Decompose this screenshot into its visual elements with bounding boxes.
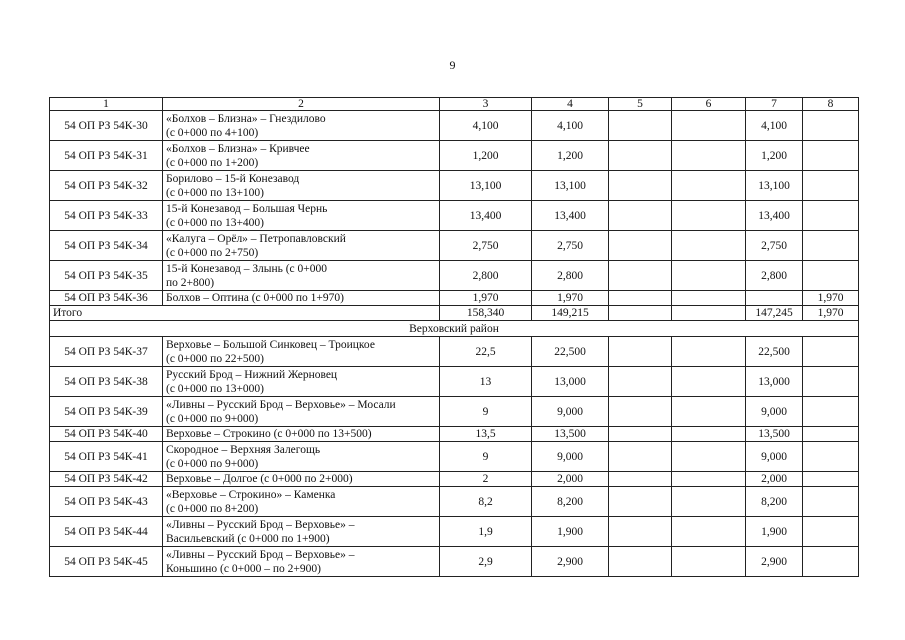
value-col4: 13,400 (532, 201, 609, 231)
road-name-line1: «Ливны – Русский Брод – Верховье» – (166, 518, 355, 531)
value-col7: 4,100 (746, 111, 803, 141)
value-col6 (672, 337, 746, 367)
road-code: 54 ОП РЗ 54К-33 (50, 201, 163, 231)
road-name-line2: (с 0+000 по 9+000) (166, 412, 259, 425)
col-header: 3 (440, 98, 532, 111)
value-col3: 4,100 (440, 111, 532, 141)
section-title: Верховский район (50, 321, 859, 337)
road-name-line2: (с 0+000 по 1+200) (166, 156, 259, 169)
value-col4: 2,750 (532, 231, 609, 261)
value-col7: 13,100 (746, 171, 803, 201)
road-name (163, 442, 440, 472)
road-name-line1: «Ливны – Русский Брод – Верховье» – Мосали (166, 398, 396, 411)
road-name-line2: Коньшино (с 0+000 – по 2+900) (166, 562, 321, 575)
road-name-line1: Борилово – 15-й Конезавод (166, 172, 300, 185)
road-code: 54 ОП РЗ 54К-42 (50, 472, 163, 487)
header-row (50, 98, 859, 111)
value-col7: 9,000 (746, 397, 803, 427)
value-col6 (672, 517, 746, 547)
value-col6 (672, 367, 746, 397)
value-col6 (672, 201, 746, 231)
road-name-line2: Васильевский (с 0+000 по 1+900) (166, 532, 330, 545)
road-code: 54 ОП РЗ 54К-36 (50, 291, 163, 306)
value-col4: 8,200 (532, 487, 609, 517)
value-col5 (609, 397, 672, 427)
value-col5 (609, 337, 672, 367)
table-row (50, 472, 859, 487)
table-row (50, 231, 859, 261)
total-col4: 149,215 (532, 306, 609, 321)
road-code: 54 ОП РЗ 54К-43 (50, 487, 163, 517)
road-name-line2: по 2+800) (166, 276, 215, 289)
col-header: 2 (163, 98, 440, 111)
value-col8 (803, 427, 859, 442)
road-name-line2: (с 0+000 по 2+750) (166, 246, 259, 259)
value-col8: 1,970 (803, 291, 859, 306)
value-col6 (672, 231, 746, 261)
value-col4: 2,000 (532, 472, 609, 487)
value-col4: 2,900 (532, 547, 609, 577)
value-col4: 13,000 (532, 367, 609, 397)
value-col8 (803, 517, 859, 547)
value-col6 (672, 427, 746, 442)
value-col8 (803, 397, 859, 427)
value-col8 (803, 337, 859, 367)
value-col8 (803, 547, 859, 577)
table-row (50, 111, 859, 141)
road-code: 54 ОП РЗ 54К-37 (50, 337, 163, 367)
road-name (163, 171, 440, 201)
road-code: 54 ОП РЗ 54К-35 (50, 261, 163, 291)
value-col8 (803, 261, 859, 291)
value-col4: 1,970 (532, 291, 609, 306)
value-col5 (609, 261, 672, 291)
value-col7: 13,400 (746, 201, 803, 231)
col-header: 7 (746, 98, 803, 111)
value-col7: 1,200 (746, 141, 803, 171)
road-name-line2: (с 0+000 по 22+500) (166, 352, 265, 365)
road-code: 54 ОП РЗ 54К-44 (50, 517, 163, 547)
road-code: 54 ОП РЗ 54К-31 (50, 141, 163, 171)
road-name-line1: «Верховье – Строкино» – Каменка (166, 488, 336, 501)
value-col7: 13,000 (746, 367, 803, 397)
road-name (163, 547, 440, 577)
col-header: 4 (532, 98, 609, 111)
value-col8 (803, 141, 859, 171)
road-name-line1: «Болхов – Близна» – Кривчее (166, 142, 310, 155)
roads-table (49, 97, 859, 577)
road-code: 54 ОП РЗ 54К-45 (50, 547, 163, 577)
value-col7: 1,900 (746, 517, 803, 547)
table-row (50, 291, 859, 306)
table-row (50, 367, 859, 397)
total-label: Итого (50, 306, 440, 321)
road-name-line1: «Ливны – Русский Брод – Верховье» – (166, 548, 355, 561)
value-col5 (609, 517, 672, 547)
road-name-line2: (с 0+000 по 13+400) (166, 216, 265, 229)
total-row (50, 306, 859, 321)
page-number: 9 (449, 58, 456, 72)
total-col7: 147,245 (746, 306, 803, 321)
value-col7: 2,900 (746, 547, 803, 577)
value-col3: 9 (440, 397, 532, 427)
value-col7: 9,000 (746, 442, 803, 472)
road-name-line2: (с 0+000 по 13+100) (166, 186, 265, 199)
value-col3: 22,5 (440, 337, 532, 367)
value-col5 (609, 291, 672, 306)
road-name-line1: Русский Брод – Нижний Жерновец (166, 368, 338, 381)
value-col4: 13,100 (532, 171, 609, 201)
value-col5 (609, 367, 672, 397)
value-col4: 4,100 (532, 111, 609, 141)
value-col7: 2,750 (746, 231, 803, 261)
value-col7: 8,200 (746, 487, 803, 517)
value-col8 (803, 231, 859, 261)
value-col7 (746, 291, 803, 306)
value-col3: 1,200 (440, 141, 532, 171)
road-name (163, 111, 440, 141)
value-col5 (609, 487, 672, 517)
col-header: 1 (50, 98, 163, 111)
value-col6 (672, 141, 746, 171)
road-code: 54 ОП РЗ 54К-39 (50, 397, 163, 427)
value-col3: 8,2 (440, 487, 532, 517)
road-code: 54 ОП РЗ 54К-38 (50, 367, 163, 397)
value-col3: 13,5 (440, 427, 532, 442)
value-col4: 9,000 (532, 442, 609, 472)
value-col4: 22,500 (532, 337, 609, 367)
road-code: 54 ОП РЗ 54К-34 (50, 231, 163, 261)
road-name-line2: (с 0+000 по 13+000) (166, 382, 265, 395)
col-header: 8 (803, 98, 859, 111)
road-name-line1: «Болхов – Близна» – Гнездилово (166, 112, 326, 125)
value-col4: 2,800 (532, 261, 609, 291)
road-name-line2: (с 0+000 по 4+100) (166, 126, 259, 139)
road-name (163, 397, 440, 427)
road-name (163, 367, 440, 397)
value-col5 (609, 231, 672, 261)
value-col6 (672, 171, 746, 201)
value-col6 (672, 291, 746, 306)
road-name (163, 141, 440, 171)
total-col8: 1,970 (803, 306, 859, 321)
road-name (163, 231, 440, 261)
value-col7: 2,800 (746, 261, 803, 291)
value-col5 (609, 472, 672, 487)
value-col8 (803, 201, 859, 231)
value-col8 (803, 472, 859, 487)
value-col6 (672, 547, 746, 577)
road-name-line1: Верховье – Большой Синковец – Троицкое (166, 338, 375, 351)
road-name-line1: «Калуга – Орёл» – Петропавловский (166, 232, 346, 245)
value-col5 (609, 171, 672, 201)
value-col5 (609, 442, 672, 472)
value-col6 (672, 472, 746, 487)
value-col3: 13,100 (440, 171, 532, 201)
road-code: 54 ОП РЗ 54К-32 (50, 171, 163, 201)
value-col6 (672, 111, 746, 141)
table-row (50, 171, 859, 201)
col-header: 5 (609, 98, 672, 111)
value-col3: 2,9 (440, 547, 532, 577)
value-col6 (672, 261, 746, 291)
table-row (50, 487, 859, 517)
table-row (50, 201, 859, 231)
road-name: Болхов – Оптина (с 0+000 по 1+970) (163, 291, 440, 306)
value-col8 (803, 367, 859, 397)
value-col8 (803, 487, 859, 517)
total-col6 (672, 306, 746, 321)
value-col8 (803, 442, 859, 472)
road-name: Верховье – Строкино (с 0+000 по 13+500) (163, 427, 440, 442)
value-col7: 22,500 (746, 337, 803, 367)
value-col3: 13 (440, 367, 532, 397)
value-col4: 9,000 (532, 397, 609, 427)
road-name (163, 517, 440, 547)
table-row (50, 517, 859, 547)
road-code: 54 ОП РЗ 54К-41 (50, 442, 163, 472)
road-name (163, 487, 440, 517)
road-name-line2: (с 0+000 по 8+200) (166, 502, 259, 515)
value-col7: 13,500 (746, 427, 803, 442)
value-col3: 2,800 (440, 261, 532, 291)
col-header: 6 (672, 98, 746, 111)
table-row (50, 397, 859, 427)
value-col3: 1,9 (440, 517, 532, 547)
road-name-line1: 15-й Конезавод – Большая Чернь (166, 202, 328, 215)
value-col4: 1,200 (532, 141, 609, 171)
road-name-line1: Скородное – Верхняя Залегощь (166, 443, 321, 456)
road-code: 54 ОП РЗ 54К-30 (50, 111, 163, 141)
value-col5 (609, 547, 672, 577)
value-col7: 2,000 (746, 472, 803, 487)
value-col5 (609, 111, 672, 141)
table-row (50, 427, 859, 442)
total-col3: 158,340 (440, 306, 532, 321)
value-col8 (803, 111, 859, 141)
road-name-line2: (с 0+000 по 9+000) (166, 457, 259, 470)
value-col3: 2 (440, 472, 532, 487)
table-row (50, 141, 859, 171)
road-code: 54 ОП РЗ 54К-40 (50, 427, 163, 442)
value-col6 (672, 487, 746, 517)
total-col5 (609, 306, 672, 321)
road-name-line1: 15-й Конезавод – Злынь (с 0+000 (166, 262, 328, 275)
road-name: Верховье – Долгое (с 0+000 по 2+000) (163, 472, 440, 487)
value-col3: 13,400 (440, 201, 532, 231)
value-col6 (672, 397, 746, 427)
value-col5 (609, 141, 672, 171)
road-name (163, 201, 440, 231)
table-row (50, 547, 859, 577)
road-name (163, 337, 440, 367)
value-col5 (609, 427, 672, 442)
table-row (50, 261, 859, 291)
value-col6 (672, 442, 746, 472)
section-row (50, 321, 859, 337)
value-col3: 9 (440, 442, 532, 472)
table-body (50, 111, 859, 577)
value-col8 (803, 171, 859, 201)
value-col3: 2,750 (440, 231, 532, 261)
value-col4: 13,500 (532, 427, 609, 442)
table-row (50, 337, 859, 367)
value-col4: 1,900 (532, 517, 609, 547)
road-name (163, 261, 440, 291)
table-row (50, 442, 859, 472)
value-col5 (609, 201, 672, 231)
value-col3: 1,970 (440, 291, 532, 306)
